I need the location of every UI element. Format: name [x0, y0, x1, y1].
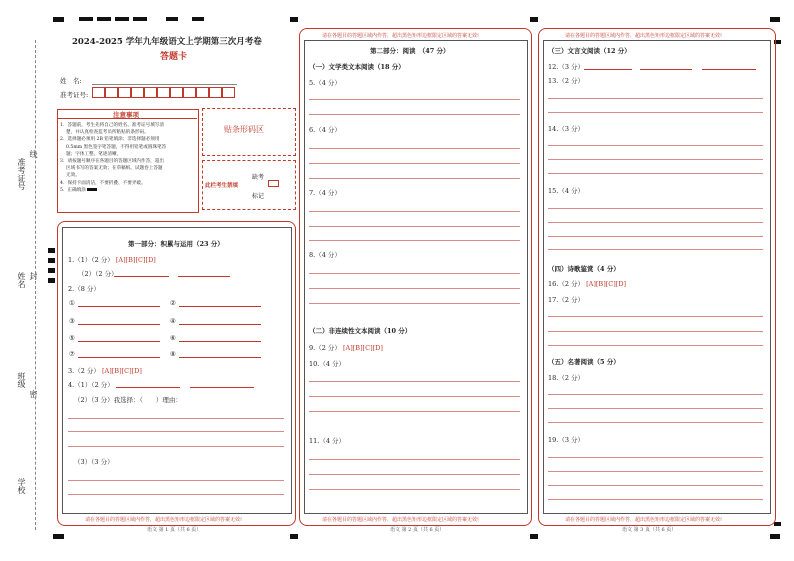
answer-line[interactable] [68, 418, 284, 419]
answer-line[interactable] [309, 240, 520, 241]
answer-line[interactable] [548, 394, 763, 395]
answer-line[interactable] [309, 381, 520, 382]
timing-mark [166, 17, 178, 21]
answer-line[interactable] [309, 211, 520, 212]
timing-mark [192, 17, 204, 21]
q8-label: 8.（4 分） [309, 251, 341, 259]
answer-line[interactable] [548, 422, 763, 423]
answer-line[interactable] [584, 69, 632, 70]
q17-label: 17.（2 分） [548, 296, 585, 304]
answer-card-title: 答题卡 [160, 52, 188, 62]
subsection-1-title: （一）文学类文本阅读（18 分） [309, 63, 405, 71]
answer-line[interactable] [548, 112, 763, 113]
q7-label: 7.（4 分） [309, 189, 341, 197]
q16-options[interactable]: [A][B][C][D] [586, 280, 627, 288]
answer-line[interactable] [548, 159, 763, 160]
answer-line[interactable] [178, 276, 230, 277]
warning-col2-top: 请在各题目的答题区域内作答，超出黑色矩形边框限定区域的答案无效! [322, 33, 480, 39]
answer-line[interactable] [309, 273, 520, 274]
section-1-title: 第一部分：积累与运用（23 分） [128, 240, 224, 248]
sidebar-seal-label: 封 [29, 272, 38, 280]
answer-line[interactable] [78, 341, 160, 342]
blank-label: ④ [170, 317, 176, 325]
q4-3-label: （3）（3 分） [74, 458, 114, 466]
answer-line[interactable] [640, 69, 692, 70]
sidebar-name-label: 姓名 [17, 272, 26, 288]
answer-line[interactable] [548, 173, 763, 174]
answer-line[interactable] [179, 324, 261, 325]
q12-label: 12.（3 分） [548, 63, 585, 71]
blank-label: ③ [69, 317, 75, 325]
answer-line[interactable] [68, 494, 284, 495]
answer-line[interactable] [548, 222, 763, 223]
answer-line[interactable] [548, 98, 763, 99]
blank-label: ⑥ [170, 334, 176, 342]
answer-line[interactable] [309, 163, 520, 164]
answer-line[interactable] [548, 408, 763, 409]
sidebar-secret-label: 密 [29, 390, 38, 398]
answer-line[interactable] [309, 148, 520, 149]
answer-line[interactable] [78, 357, 160, 358]
sidebar-id-label: 准考证号 [17, 158, 26, 190]
q14-label: 14.（3 分） [548, 125, 585, 133]
q16-label: 16.（2 分） [A][B][C][D] [548, 280, 627, 288]
answer-line[interactable] [179, 341, 261, 342]
subsection-5-title: （五）名著阅读（5 分） [548, 358, 620, 366]
q2-label: 2.（8 分） [68, 285, 100, 293]
sidebar-line-label: 线 [29, 150, 38, 158]
blank-label: ⑤ [69, 334, 75, 342]
sidebar-cut-line [35, 40, 36, 530]
timing-mark [97, 17, 111, 21]
answer-line[interactable] [548, 345, 763, 346]
notice-title: 注意事项 [113, 111, 139, 119]
answer-line[interactable] [548, 457, 763, 458]
answer-line[interactable] [548, 471, 763, 472]
exam-title: 2024-2025 学年九年级语文上学期第三次月考卷 [72, 37, 262, 47]
answer-line[interactable] [548, 316, 763, 317]
q11-label: 11.（4 分） [309, 437, 346, 445]
timing-mark [770, 17, 780, 22]
notice-list: 1．答题前，考生先将自己的姓名、准考证号填写清 楚，并认真检查监考员所粘贴的条形码。 2．选择题必须用 2B 铅笔填涂；非选择题必须用 0.5mm 黑色签字笔答题，不得用铅笔或圆珠笔答 题；字体工整、笔迹清晰。 3．请按题号顺序在各题目的答题区域内作答，超出 区域书写的答案无效；在草稿纸、试题卷上答题 无效。 4．保持卡面清洁，不要折叠、不要弄破。 5．正确填涂 [60, 123, 167, 193]
q5-label: 5.（4 分） [309, 79, 341, 87]
answer-line[interactable] [309, 459, 520, 460]
answer-line[interactable] [309, 114, 520, 115]
q18-label: 18.（2 分） [548, 374, 585, 382]
absent-label: 此栏考生禁填 [205, 183, 239, 189]
subsection-3-title: （三）文言文阅读（12 分） [548, 47, 631, 55]
answer-line[interactable] [548, 145, 763, 146]
q19-label: 19.（3 分） [548, 436, 585, 444]
sidebar-school-label: 学校 [17, 478, 26, 494]
absent-mark-label: 缺考 [252, 174, 265, 181]
answer-line[interactable] [190, 387, 254, 388]
answer-line[interactable] [309, 411, 520, 412]
side-timing-mark [48, 248, 55, 253]
page-footer-2: 语文 第 2 页（共 6 页） [390, 527, 445, 533]
timing-mark [115, 17, 129, 21]
answer-line[interactable] [179, 357, 261, 358]
timing-mark [133, 17, 147, 21]
side-timing-mark [48, 258, 55, 263]
id-boxes[interactable] [92, 87, 237, 99]
timing-mark [53, 17, 64, 22]
answer-line[interactable] [78, 324, 160, 325]
id-label: 准考证号: [60, 91, 89, 99]
answer-line[interactable] [309, 303, 520, 304]
warning-col3: 请在各题目的答题区域内作答，超出黑色矩形边框限定区域的答案无效! [565, 517, 723, 523]
absent-mark-label2: 标记 [252, 193, 265, 200]
absent-checkbox[interactable] [268, 180, 279, 187]
answer-line[interactable] [68, 480, 284, 481]
answer-line[interactable] [114, 276, 169, 277]
answer-line[interactable] [548, 208, 763, 209]
timing-mark [530, 534, 538, 539]
blank-label: ② [170, 299, 176, 307]
answer-line[interactable] [309, 489, 520, 490]
q6-label: 6.（4 分） [309, 126, 341, 134]
q13-label: 13.（2 分） [548, 77, 585, 85]
q15-label: 15.（4 分） [548, 187, 585, 195]
answer-line[interactable] [548, 249, 763, 250]
blank-label: ⑧ [170, 350, 176, 358]
q9-label: 9.（2 分） [A][B][C][D] [309, 344, 383, 352]
timing-mark [79, 17, 93, 21]
q3-label: 3.（2 分） [A][B][C][D] [68, 367, 142, 375]
timing-mark [770, 534, 780, 539]
side-timing-mark [48, 278, 55, 283]
warning-col2: 请在各题目的答题区域内作答，超出黑色矩形边框限定区域的答案无效! [322, 517, 480, 523]
warning-col3-top: 请在各题目的答题区域内作答，超出黑色矩形边框限定区域的答案无效! [565, 33, 723, 39]
answer-line[interactable] [309, 288, 520, 289]
blank-label: ⑦ [69, 350, 75, 358]
answer-line[interactable] [78, 306, 160, 307]
q4-2-label: （2）（3 分）我选择：（ ）理由： [74, 396, 182, 404]
side-timing-mark [48, 268, 55, 273]
timing-mark [290, 17, 298, 22]
sidebar-class-label: 班级 [17, 372, 26, 388]
page-footer-3: 语文 第 3 页（共 6 页） [622, 527, 677, 533]
name-field[interactable] [92, 84, 237, 85]
answer-line[interactable] [548, 499, 763, 500]
timing-mark [774, 522, 781, 526]
warning-col1: 请在各题目的答题区域内作答，超出黑色矩形边框限定区域的答案无效! [85, 517, 243, 523]
name-label: 姓 名: [60, 77, 82, 85]
answer-line[interactable] [68, 446, 284, 447]
timing-mark [53, 534, 64, 539]
q3-options[interactable]: [A][B][C][D] [101, 367, 142, 375]
answer-line[interactable] [116, 387, 180, 388]
answer-line[interactable] [548, 331, 763, 332]
answer-line[interactable] [548, 236, 763, 237]
answer-line[interactable] [309, 226, 520, 227]
timing-mark [530, 17, 538, 22]
q4-1-label: 4.（1）（2 分） [68, 381, 114, 389]
subsection-4-title: （四）诗歌鉴赏（4 分） [548, 265, 620, 273]
answer-line[interactable] [309, 178, 520, 179]
q1-2-label: （2）（2 分） [78, 270, 118, 278]
answer-line[interactable] [309, 99, 520, 100]
answer-line[interactable] [68, 431, 284, 432]
subsection-2-title: （二）非连续性文本阅读（10 分） [309, 327, 412, 335]
q10-label: 10.（4 分） [309, 360, 346, 368]
page-footer-1: 语文 第 1 页（共 6 页） [147, 527, 202, 533]
blank-label: ① [69, 299, 75, 307]
answer-line[interactable] [179, 306, 261, 307]
barcode-label: 贴条形码区 [224, 125, 264, 134]
answer-line[interactable] [309, 474, 520, 475]
q1-options[interactable]: [A][B][C][D] [115, 256, 156, 264]
answer-line[interactable] [309, 396, 520, 397]
timing-mark [290, 534, 298, 539]
q9-options[interactable]: [A][B][C][D] [342, 344, 383, 352]
section-2-title: 第二部分：阅读 （47 分） [370, 47, 450, 55]
answer-line[interactable] [702, 69, 756, 70]
answer-line[interactable] [548, 485, 763, 486]
q1-1-label: 1.（1）（2 分） [A][B][C][D] [68, 256, 156, 264]
